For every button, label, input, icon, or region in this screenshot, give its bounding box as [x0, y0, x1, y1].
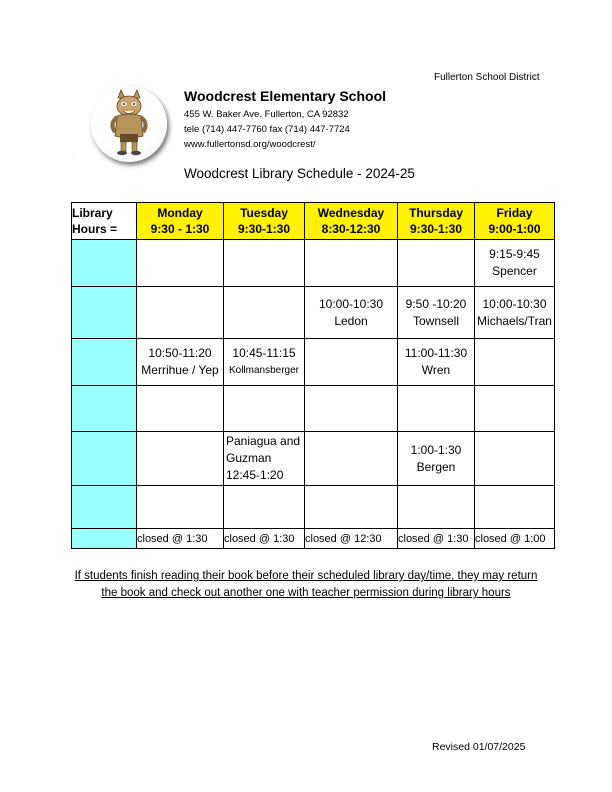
schedule-row-3 [72, 339, 555, 386]
day-hours: 9:00-1:00 [488, 222, 541, 236]
cell-wednesday-1 [305, 240, 398, 287]
day-name: Friday [496, 206, 533, 220]
schedule-row-5 [72, 432, 555, 486]
school-website[interactable]: www.fullertonsd.org/woodcrest/ [184, 139, 316, 150]
day-hours: 9:30-1:30 [409, 222, 463, 236]
slot-teacher: Kollmansberger [228, 365, 300, 376]
library-schedule-table [71, 202, 555, 549]
slot-teacher: Townsell [412, 313, 460, 328]
cell-wednesday-6 [305, 486, 398, 529]
day-header-friday [475, 203, 555, 240]
slot-time: 10:50-11:20 [148, 346, 212, 360]
day-header-wednesday [305, 203, 398, 240]
corner-line-1: Library [72, 206, 113, 220]
district-name: Fullerton School District [434, 72, 540, 83]
day-name: Monday [157, 206, 203, 220]
day-header-monday [137, 203, 224, 240]
slot-teacher-line-1: Paniagua and [226, 434, 301, 448]
row-side-cell [72, 386, 137, 432]
revised-date: Revised 01/07/2025 [432, 741, 526, 753]
cell-thursday-1 [398, 240, 475, 287]
row-side-cell [72, 486, 137, 529]
cell-wednesday-3 [305, 339, 398, 386]
cell-friday-3 [475, 339, 555, 386]
slot-time: 10:00-10:30 [318, 296, 384, 311]
cell-thursday-5 [398, 432, 475, 486]
row-side-cell [72, 240, 137, 287]
slot-time: 11:00-11:30 [404, 346, 468, 360]
row-side-cell [72, 529, 137, 549]
cell-friday-2 [475, 287, 555, 339]
closed-wednesday: closed @ 12:30 [305, 529, 398, 549]
cell-thursday-2 [398, 287, 475, 339]
cell-wednesday-5 [305, 432, 398, 486]
slot-teacher: Michaels/Tran [477, 313, 552, 328]
day-name: Tuesday [240, 206, 288, 220]
cell-monday-4 [137, 386, 224, 432]
cell-wednesday-2 [305, 287, 398, 339]
cell-monday-2 [137, 287, 224, 339]
day-name: Thursday [408, 206, 463, 220]
row-side-cell [72, 287, 137, 339]
cell-thursday-3 [398, 339, 475, 386]
school-mascot-logo [91, 86, 167, 162]
slot-teacher-line-2: Guzman [226, 451, 272, 465]
wildcat-mascot-icon [91, 86, 167, 162]
cell-friday-5 [475, 432, 555, 486]
day-header-thursday [398, 203, 475, 240]
day-header-tuesday [224, 203, 305, 240]
library-hours-label [72, 203, 137, 240]
closing-times-row [72, 529, 555, 549]
cell-monday-5 [137, 432, 224, 486]
slot-teacher: Spencer [492, 264, 537, 278]
schedule-row-4 [72, 386, 555, 432]
day-name: Wednesday [317, 206, 385, 220]
school-name: Woodcrest Elementary School [184, 88, 387, 104]
closed-monday: closed @ 1:30 [137, 529, 224, 549]
slot-time: 10:00-10:30 [482, 296, 547, 311]
cell-tuesday-2 [224, 287, 305, 339]
cell-tuesday-4 [224, 386, 305, 432]
stray-dot: . [73, 154, 75, 160]
cell-friday-4 [475, 386, 555, 432]
schedule-row-2 [72, 287, 555, 339]
day-hours: 9:30 - 1:30 [150, 222, 210, 236]
slot-time: 9:15-9:45 [489, 247, 540, 261]
slot-teacher: Bergen [416, 459, 456, 474]
cell-thursday-4 [398, 386, 475, 432]
row-side-cell [72, 339, 137, 386]
cell-tuesday-6 [224, 486, 305, 529]
slot-teacher: Merrihue / Yep [141, 363, 219, 377]
slot-time: 10:45-11:15 [232, 346, 296, 360]
cell-wednesday-4 [305, 386, 398, 432]
cell-monday-1 [137, 240, 224, 287]
day-hours: 8:30-12:30 [321, 222, 381, 236]
closed-tuesday: closed @ 1:30 [224, 529, 305, 549]
schedule-header-row [72, 203, 555, 240]
school-phone-fax: tele (714) 447-7760 fax (714) 447-7724 [184, 124, 350, 135]
corner-line-2: Hours = [72, 222, 118, 236]
cell-friday-1 [475, 240, 555, 287]
library-note: If students finish reading their book before their scheduled library day/time, they may return the book and check out another one with teacher permission during library hours [74, 570, 538, 599]
cell-tuesday-1 [224, 240, 305, 287]
row-side-cell [72, 432, 137, 486]
slot-teacher: Ledon [334, 313, 368, 328]
slot-time: 12:45-1:20 [226, 468, 284, 482]
schedule-title: Woodcrest Library Schedule - 2024-25 [184, 166, 415, 181]
schedule-row-6 [72, 486, 555, 529]
day-hours: 9:30-1:30 [237, 222, 291, 236]
cell-tuesday-3 [224, 339, 305, 386]
school-address: 455 W. Baker Ave. Fullerton, CA 92832 [184, 109, 349, 120]
slot-time: 1:00-1:30 [410, 442, 462, 457]
schedule-row-1 [72, 240, 555, 287]
cell-monday-3 [137, 339, 224, 386]
cell-tuesday-5 [224, 432, 305, 486]
cell-monday-6 [137, 486, 224, 529]
cell-friday-6 [475, 486, 555, 529]
slot-teacher: Wren [421, 363, 451, 377]
slot-time: 9:50 -10:20 [405, 296, 467, 311]
closed-thursday: closed @ 1:30 [398, 529, 475, 549]
closed-friday: closed @ 1:00 [475, 529, 555, 549]
cell-thursday-6 [398, 486, 475, 529]
